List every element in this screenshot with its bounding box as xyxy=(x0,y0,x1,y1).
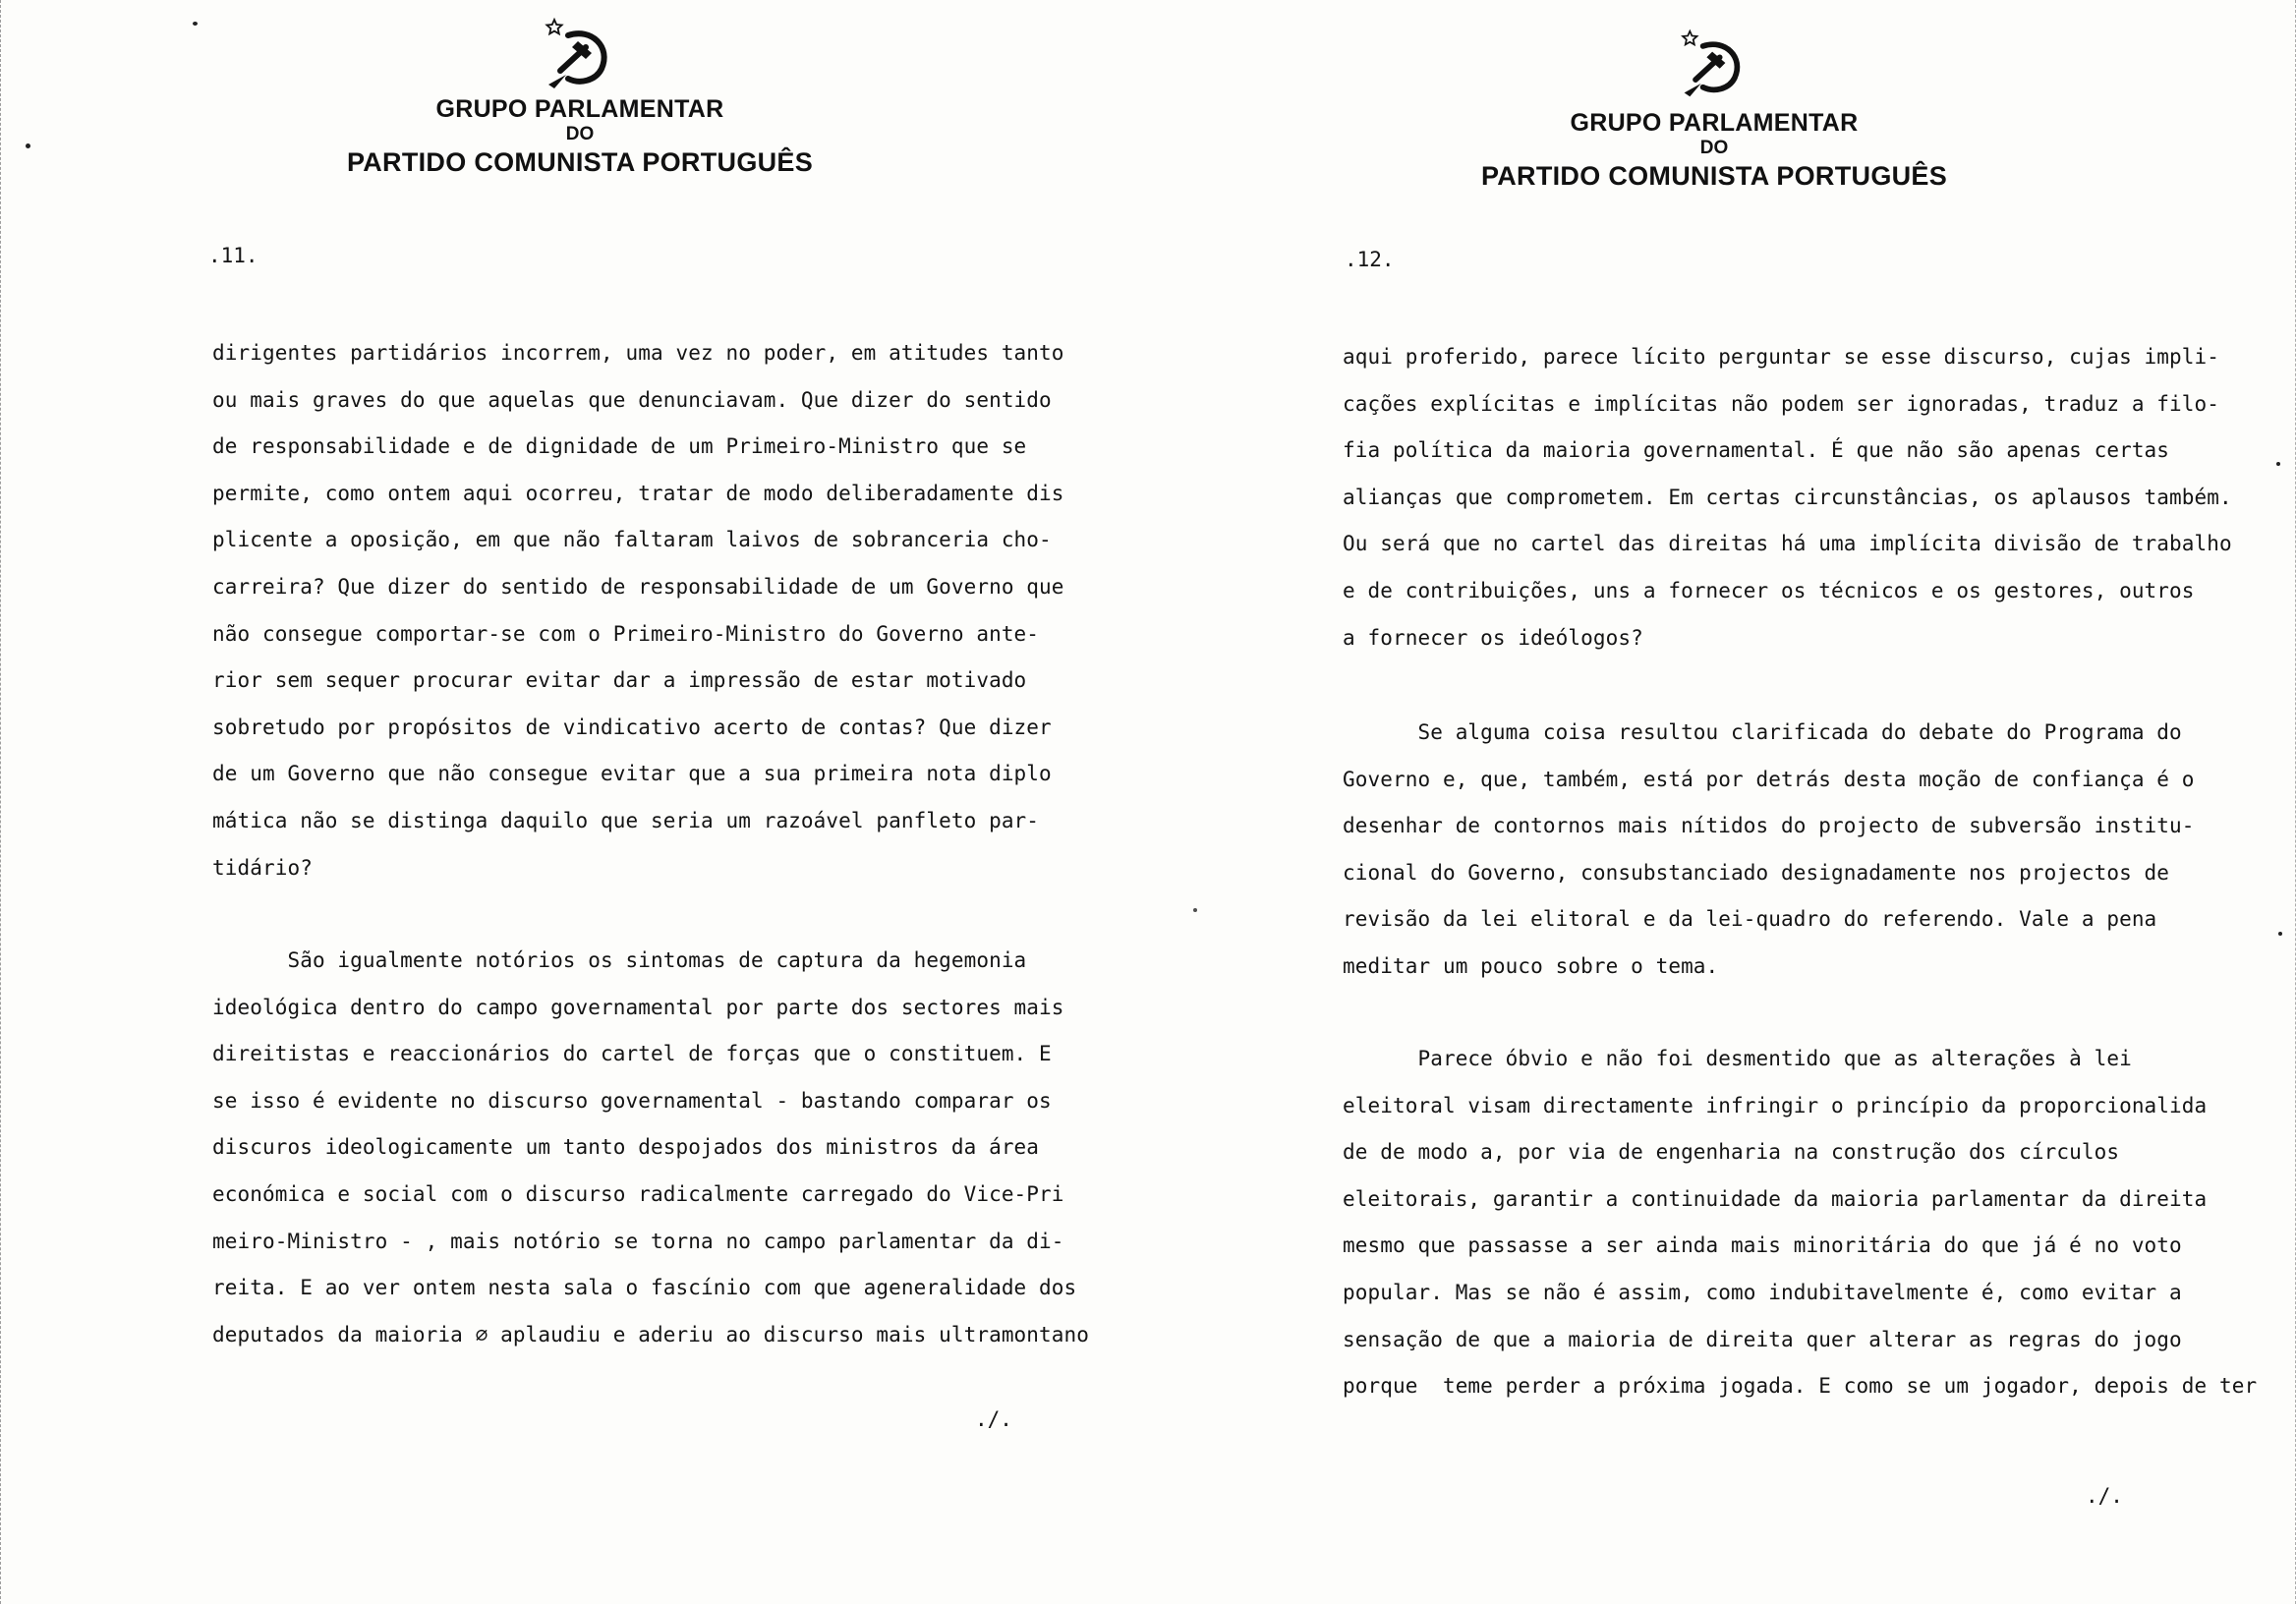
continuation-mark: ./. xyxy=(2086,1484,2123,1508)
text-line: carreira? Que dizer do sentido de responsabilidade de um Governo que xyxy=(212,574,1064,599)
text-line: aqui proferido, parece lícito perguntar se esse discurso, cujas impli- xyxy=(1343,345,2220,369)
scan-speck xyxy=(2278,932,2282,936)
text-line: desenhar de contornos mais nítidos do projecto de subversão institu- xyxy=(1343,814,2195,838)
header-line1: GRUPO PARLAMENTAR xyxy=(1570,109,1859,137)
text-line: tidário? xyxy=(212,855,313,880)
text-line: a fornecer os ideólogos? xyxy=(1343,625,1643,650)
text-line: meiro-Ministro - , mais notório se torna no campo parlamentar da di- xyxy=(212,1229,1064,1253)
continuation-mark: ./. xyxy=(975,1407,1012,1431)
paragraph-1 xyxy=(212,330,1064,891)
text-line: sensação de que a maioria de direita quer alterar as regras do jogo xyxy=(1343,1327,2182,1351)
text-line: de de modo a, por via de engenharia na construção dos círculos xyxy=(1343,1140,2120,1165)
text-line: não consegue comportar-se com o Primeiro-Ministro do Governo ante- xyxy=(212,621,1040,646)
text-line: ou mais graves do que aquelas que denunciavam. Que dizer do sentido xyxy=(212,387,1052,412)
text-line: plicente a oposição, em que não faltaram laivos de sobranceria cho- xyxy=(212,528,1052,552)
text-line: Se alguma coisa resultou clarificada do debate do Programa do xyxy=(1343,720,2182,744)
scan-speck xyxy=(193,22,198,26)
text-line: Parece óbvio e não foi desmentido que as alterações à lei xyxy=(1343,1047,2132,1070)
text-line: rior sem sequer procurar evitar dar a impressão de estar motivado xyxy=(212,668,1027,693)
text-line: popular. Mas se não é assim, como indubitavelmente é, como evitar a xyxy=(1343,1280,2182,1304)
header-line2: DO xyxy=(565,124,595,144)
text-line: se isso é evidente no discurso governamental - bastando comparar os xyxy=(212,1088,1052,1113)
header-line2: DO xyxy=(1699,138,1729,158)
paragraph-2 xyxy=(212,938,1089,1358)
text-line: dirigentes partidários incorrem, uma vez no poder, em atitudes tanto xyxy=(212,341,1064,365)
page-number: .11. xyxy=(208,244,258,267)
text-line: São igualmente notórios os sintomas de captura da hegemonia xyxy=(212,948,1027,972)
text-line: mesmo que passasse a ser ainda mais minoritária do que já é no voto xyxy=(1343,1233,2182,1258)
text-line: permite, como ontem aqui ocorreu, tratar de modo deliberadamente dis xyxy=(212,481,1064,505)
hammer-sickle-logo-icon xyxy=(541,14,619,92)
header xyxy=(315,94,845,179)
text-line: Governo e, que, também, está por detrás desta moção de confiança é o xyxy=(1343,767,2195,791)
text-line: ideológica dentro do campo governamental por parte dos sectores mais xyxy=(212,995,1064,1019)
text-line: cional do Governo, consubstanciado designadamente nos projectos de xyxy=(1343,860,2170,885)
paragraph-2 xyxy=(1343,710,2195,991)
text-line: de responsabilidade e de dignidade de um Primeiro-Ministro que se xyxy=(212,434,1027,459)
text-line: porque teme perder a próxima jogada. E como se um jogador, depois de ter xyxy=(1343,1374,2258,1399)
paragraph-1 xyxy=(1343,334,2232,661)
header-line1: GRUPO PARLAMENTAR xyxy=(435,95,724,123)
text-line: sobretudo por propósitos de vindicativo acerto de contas? Que dizer xyxy=(212,715,1052,739)
text-line: fia política da maioria governamental. É que não são apenas certas xyxy=(1343,438,2170,463)
text-line: revisão da lei elitoral e da lei-quadro do referendo. Vale a pena xyxy=(1343,907,2157,932)
left-page xyxy=(0,0,1140,1604)
text-line: eleitoral visam directamente infringir o princípio da proporcionalida xyxy=(1343,1093,2208,1117)
text-line: deputados da maioria ∅ aplaudiu e aderiu ao discurso mais ultramontano xyxy=(212,1322,1090,1346)
header-line3: PARTIDO COMUNISTA PORTUGUÊS xyxy=(346,147,814,177)
text-line: Ou será que no cartel das direitas há uma implícita divisão de trabalho xyxy=(1343,532,2232,556)
text-line: mática não se distinga daquilo que seria um razoável panfleto par- xyxy=(212,808,1040,832)
scan-speck xyxy=(26,143,30,148)
text-line: meditar um pouco sobre o tema. xyxy=(1343,953,1719,978)
hammer-sickle-logo-icon xyxy=(1677,26,1751,100)
text-line: eleitorais, garantir a continuidade da maioria parlamentar da direita xyxy=(1343,1186,2208,1211)
text-line: discuros ideologicamente um tanto despojados dos ministros da área xyxy=(212,1135,1040,1160)
text-line: alianças que comprometem. Em certas circunstâncias, os aplausos também. xyxy=(1343,485,2232,509)
text-line: cações explícitas e implícitas não podem ser ignoradas, traduz a filo- xyxy=(1343,391,2220,416)
paragraph-3 xyxy=(1343,1036,2257,1410)
header xyxy=(1449,108,1980,193)
text-line: direitistas e reaccionários do cartel de forças que o constituem. E xyxy=(212,1042,1052,1066)
right-page xyxy=(1148,0,2296,1604)
header-line3: PARTIDO COMUNISTA PORTUGUÊS xyxy=(1480,161,1948,191)
text-line: reita. E ao ver ontem nesta sala o fascínio com que ageneralidade dos xyxy=(212,1276,1077,1300)
text-line: de um Governo que não consegue evitar que a sua primeira nota diplo xyxy=(212,762,1052,786)
scan-speck xyxy=(2276,462,2280,466)
text-line: económica e social com o discurso radicalmente carregado do Vice-Pri xyxy=(212,1181,1064,1206)
text-line: e de contribuições, uns a fornecer os técnicos e os gestores, outros xyxy=(1343,578,2195,602)
page-number: .12. xyxy=(1345,248,1395,271)
